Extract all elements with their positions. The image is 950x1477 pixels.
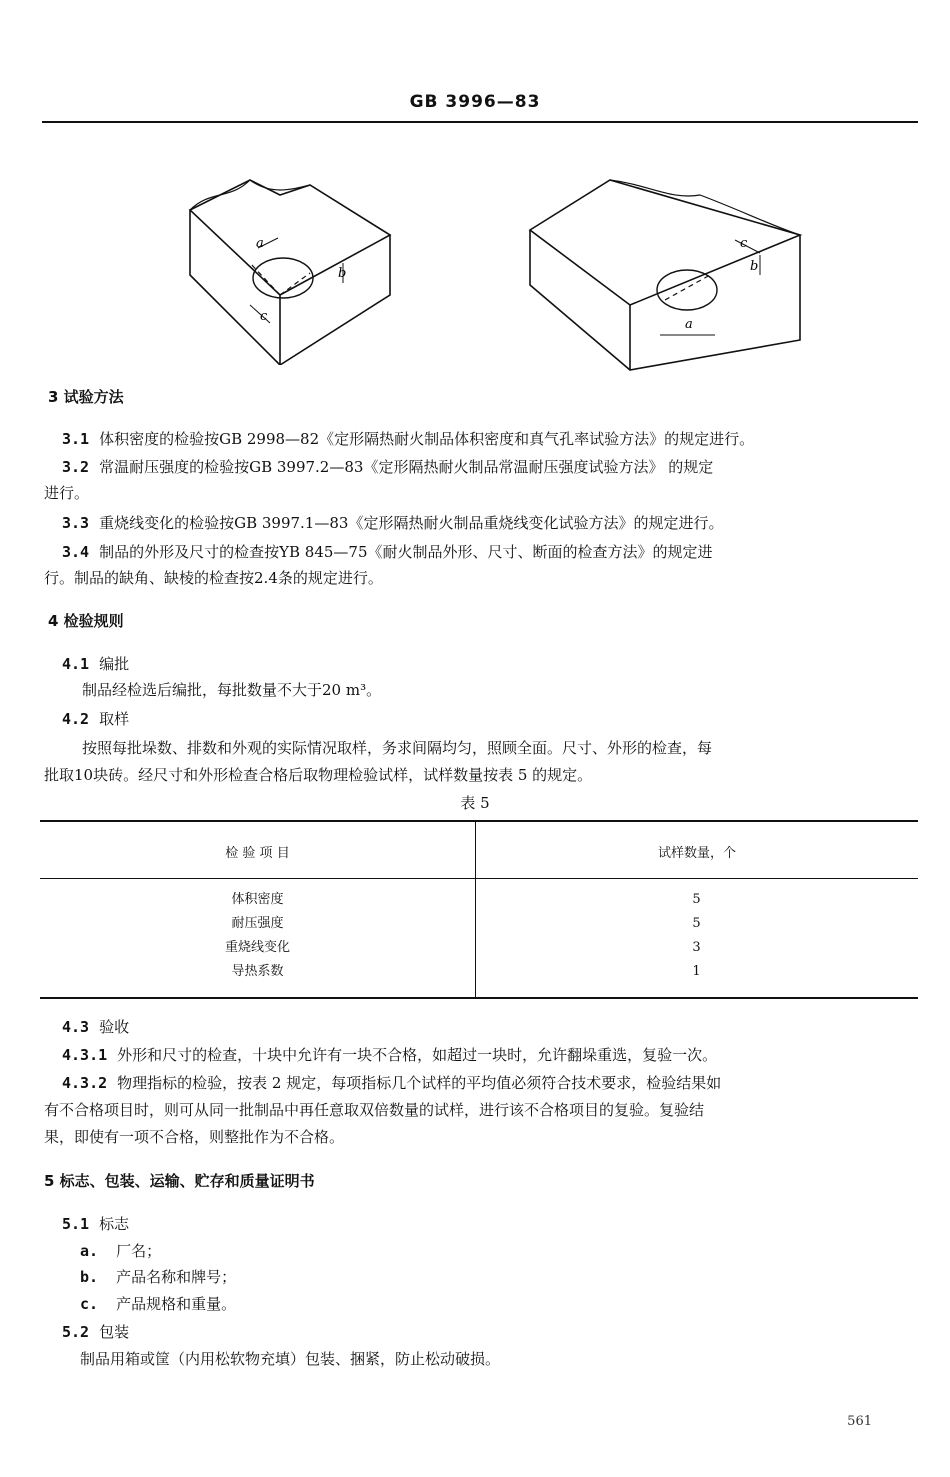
item-4-3-2 <box>62 1070 922 1096</box>
label-c: c <box>740 236 748 251</box>
section-4-title: 4 检验规则 <box>48 612 124 630</box>
right-block-figure <box>520 175 805 375</box>
item-number: 3.4 <box>62 543 90 561</box>
list-marker: b. <box>80 1268 99 1286</box>
list-text: 产品规格和重量。 <box>116 1295 237 1313</box>
item-number: 5.2 <box>62 1323 90 1341</box>
item-title: 包装 <box>99 1323 130 1341</box>
item-5-2-text: 制品用箱或筐（内用松软物充填）包装、捆紧，防止松动破损。 <box>80 1350 501 1368</box>
item-text: 外形和尺寸的检查，十块中允许有一块不合格，如超过一块时，允许翻垛重选，复验一次。 <box>117 1046 718 1064</box>
item-number: 3.3 <box>62 514 90 532</box>
table-header-item: 检 验 项 目 <box>225 846 290 861</box>
item-4-3-heading <box>62 1014 129 1040</box>
item-3-3 <box>62 510 922 536</box>
item-4-2-text: 按照每批垛数、排数和外观的实际情况取样，务求间隔均匀，照顾全面。尺寸、外形的检查，每 <box>82 739 713 757</box>
item-5-1-heading <box>62 1211 129 1237</box>
item-text: 重烧线变化的检验按GB 3997.1—83《定形隔热耐火制品重烧线变化试验方法》的规定进行。 <box>99 514 724 532</box>
table-row <box>40 936 918 960</box>
list-marker: a. <box>80 1242 99 1260</box>
item-text: 制品的外形及尺寸的检查按YB 845—75《耐火制品外形、尺寸、断面的检查方法》的规定进 <box>99 543 713 561</box>
table-top-rule <box>40 820 918 822</box>
table-body <box>40 888 918 984</box>
item-number: 3.1 <box>62 430 90 448</box>
table-row <box>40 888 918 912</box>
label-a: a <box>256 236 264 251</box>
item-number: 5.1 <box>62 1215 90 1233</box>
label-c: c <box>260 309 268 324</box>
item-number: 4.3.1 <box>62 1046 108 1064</box>
item-4-3-1 <box>62 1042 922 1068</box>
item-5-2-heading <box>62 1319 129 1345</box>
item-title: 验收 <box>99 1018 130 1036</box>
page-number: 561 <box>847 1414 872 1429</box>
cell-item: 重烧线变化 <box>224 940 290 955</box>
label-a: a <box>685 317 693 332</box>
list-text: 厂名； <box>116 1242 162 1260</box>
cell-count: 5 <box>692 892 701 907</box>
item-number: 4.1 <box>62 655 90 673</box>
item-text: 物理指标的检验，按表 2 规定，每项指标几个试样的平均值必须符合技术要求，检验结果如 <box>117 1074 722 1092</box>
item-4-3-2-continuation-1: 有不合格项目时，则可从同一批制品中再任意取双倍数量的试样，进行该不合格项目的复验。复验结 <box>44 1101 705 1119</box>
cell-item: 耐压强度 <box>231 916 284 931</box>
list-item <box>80 1264 236 1290</box>
section-3-title: 3 试验方法 <box>48 388 124 406</box>
header-rule <box>42 121 918 123</box>
item-4-3-2-continuation-2: 果，即使有一项不合格，则整批作为不合格。 <box>44 1128 345 1146</box>
left-block-figure <box>160 175 410 365</box>
document-header: GB 3996—83 <box>409 92 541 112</box>
item-number: 4.2 <box>62 710 90 728</box>
label-b: b <box>338 266 347 281</box>
list-text: 产品名称和牌号； <box>116 1268 237 1286</box>
cell-item: 导热系数 <box>231 964 284 979</box>
list-marker: c. <box>80 1295 99 1313</box>
table-header-count: 试样数量，个 <box>657 846 736 861</box>
item-3-4 <box>62 539 922 565</box>
item-4-1-heading <box>62 651 129 677</box>
list-item <box>80 1291 236 1317</box>
table-header-rule <box>40 878 918 879</box>
item-3-1 <box>62 426 922 452</box>
item-number: 3.2 <box>62 458 90 476</box>
block-top-face <box>530 180 800 305</box>
table-row <box>40 912 918 936</box>
item-3-2 <box>62 454 922 480</box>
table-bottom-rule <box>40 997 918 999</box>
section-5-title: 5 标志、包装、运输、贮存和质量证明书 <box>44 1172 315 1190</box>
item-3-4-continuation: 行。制品的缺角、缺棱的检查按2.4条的规定进行。 <box>44 569 383 587</box>
cell-item: 体积密度 <box>231 892 284 907</box>
cell-count: 3 <box>692 940 701 955</box>
cell-count: 5 <box>692 916 701 931</box>
item-number: 4.3 <box>62 1018 90 1036</box>
list-item <box>80 1238 161 1264</box>
fracture-edge <box>190 180 310 210</box>
cell-count: 1 <box>692 964 701 979</box>
item-4-2-heading <box>62 706 129 732</box>
item-text: 常温耐压强度的检验按GB 3997.2—83《定形隔热耐火制品常温耐压强度试验方法》 的规定 <box>99 458 714 476</box>
item-3-2-continuation: 进行。 <box>44 484 90 502</box>
item-title: 标志 <box>99 1215 130 1233</box>
block-top-face <box>190 180 390 295</box>
item-4-2-continuation: 批取10块砖。经尺寸和外形检查合格后取物理检验试样，试样数量按表 5 的规定。 <box>44 766 593 784</box>
label-b: b <box>750 259 759 274</box>
item-title: 编批 <box>99 655 130 673</box>
item-number: 4.3.2 <box>62 1074 108 1092</box>
table-row <box>40 960 918 984</box>
table-caption: 表 5 <box>460 794 490 812</box>
item-title: 取样 <box>99 710 130 728</box>
item-text: 体积密度的检验按GB 2998—82《定形隔热耐火制品体积密度和真气孔率试验方法》的规定进行。 <box>99 430 755 448</box>
item-4-1-text: 制品经检选后编批，每批数量不大于20 m³。 <box>82 681 382 699</box>
